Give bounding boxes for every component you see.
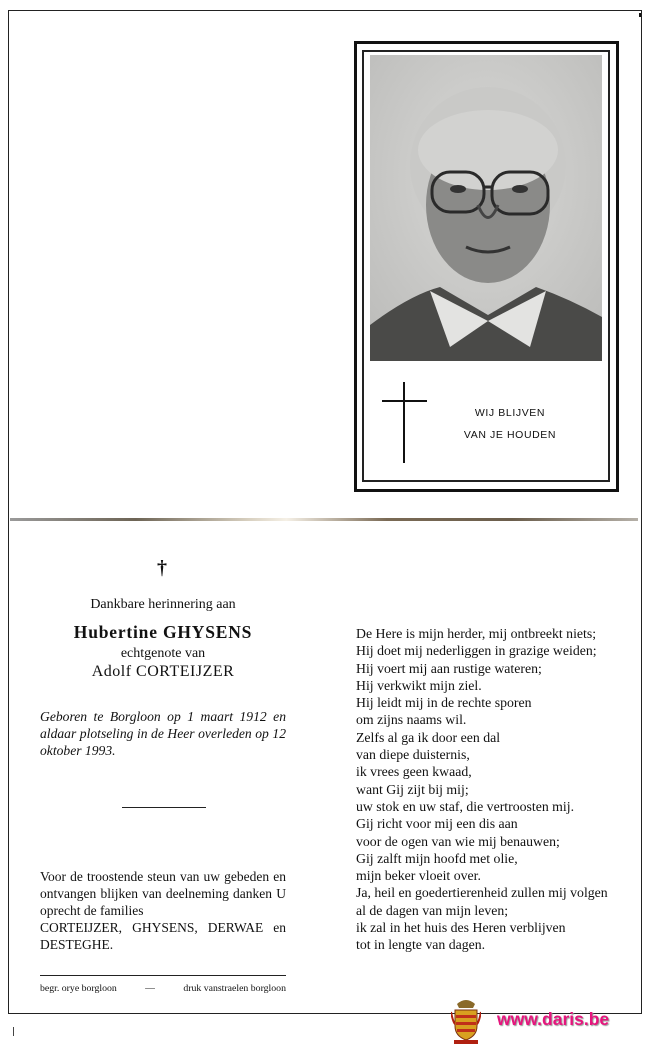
- imprint-separator: —: [145, 983, 155, 994]
- psalm-line: Zelfs al ga ik door een dal: [356, 729, 501, 745]
- cross-icon: [403, 382, 405, 463]
- psalm-line: om zijns naams wil.: [356, 712, 467, 728]
- motto-line-2: VAN JE HOUDEN: [463, 429, 557, 441]
- scan-mark: [13, 1027, 14, 1036]
- psalm-line: voor de ogen van wie mij benauwen;: [356, 833, 560, 849]
- psalm-line: ik vrees geen kwaad,: [356, 764, 472, 780]
- psalm-line: Hij doet mij nederliggen in grazige weiden;: [356, 643, 597, 659]
- psalm-line: Hij verkwikt mijn ziel.: [356, 677, 482, 693]
- thanks-line: oprecht de families: [40, 903, 144, 918]
- portrait-photo: [370, 55, 602, 361]
- imprint: [40, 983, 286, 994]
- psalm-line: want Gij zijt bij mij;: [356, 781, 469, 797]
- spouse-name: Adolf CORTEIJZER: [91, 663, 235, 680]
- psalm-line: van diepe duisternis,: [356, 747, 470, 763]
- psalm-line: Gij richt voor mij een dis aan: [356, 816, 518, 832]
- psalm-line: al de dagen van mijn leven;: [356, 902, 509, 918]
- corner-mark: [639, 13, 641, 17]
- psalm-line: uw stok en uw staf, die vertroosten mij.: [356, 798, 575, 814]
- divider: [122, 807, 206, 808]
- psalm-line: mijn beker vloeit over.: [356, 868, 481, 884]
- memorial-intro: Dankbare herinnering aan: [90, 597, 236, 612]
- undertaker: begr. orye borgloon: [40, 983, 117, 994]
- watermark-site-link[interactable]: www.daris.be: [497, 1009, 610, 1029]
- printer: druk vanstraelen borgloon: [183, 983, 286, 994]
- deceased-name: Hubertine GHYSENS: [73, 622, 253, 642]
- thanks-line: ontvangen blijken van deelneming danken U: [40, 886, 286, 901]
- spouse-label: echtgenote van: [120, 646, 206, 661]
- thanks-line: CORTEIJZER, GHYSENS, DERWAE en: [40, 920, 286, 935]
- psalm-line: ik zal in het huis des Heren verblijven: [356, 920, 566, 936]
- psalm-text: [356, 625, 636, 954]
- birth-death-text: Geboren te Borgloon op 1 maart 1912 en aldaar plotseling in de Heer overleden op 12 oktober 1993.: [40, 709, 286, 758]
- thanks-text: [40, 868, 286, 953]
- psalm-line: Gij zalft mijn hoofd met olie,: [356, 850, 518, 866]
- coat-of-arms-icon: [451, 996, 481, 1044]
- cross-icon-bar: [382, 400, 427, 402]
- psalm-line: tot in lengte van dagen.: [356, 937, 486, 953]
- psalm-line: De Here is mijn herder, mij ontbreekt niets;: [356, 626, 597, 641]
- thanks-line: Voor de troostende steun van uw gebeden en: [40, 869, 286, 884]
- motto-line-1: WIJ BLIJVEN: [474, 407, 546, 419]
- psalm-line: Ja, heil en goedertierenheid zullen mij volgen: [356, 885, 608, 901]
- fold-line: [10, 518, 638, 521]
- thanks-line: DESTEGHE.: [40, 937, 114, 952]
- dagger-cross-icon: †: [157, 557, 167, 579]
- imprint-divider: [40, 975, 286, 976]
- psalm-line: Hij leidt mij in de rechte sporen: [356, 695, 532, 711]
- psalm-line: Hij voert mij aan rustige wateren;: [356, 660, 542, 676]
